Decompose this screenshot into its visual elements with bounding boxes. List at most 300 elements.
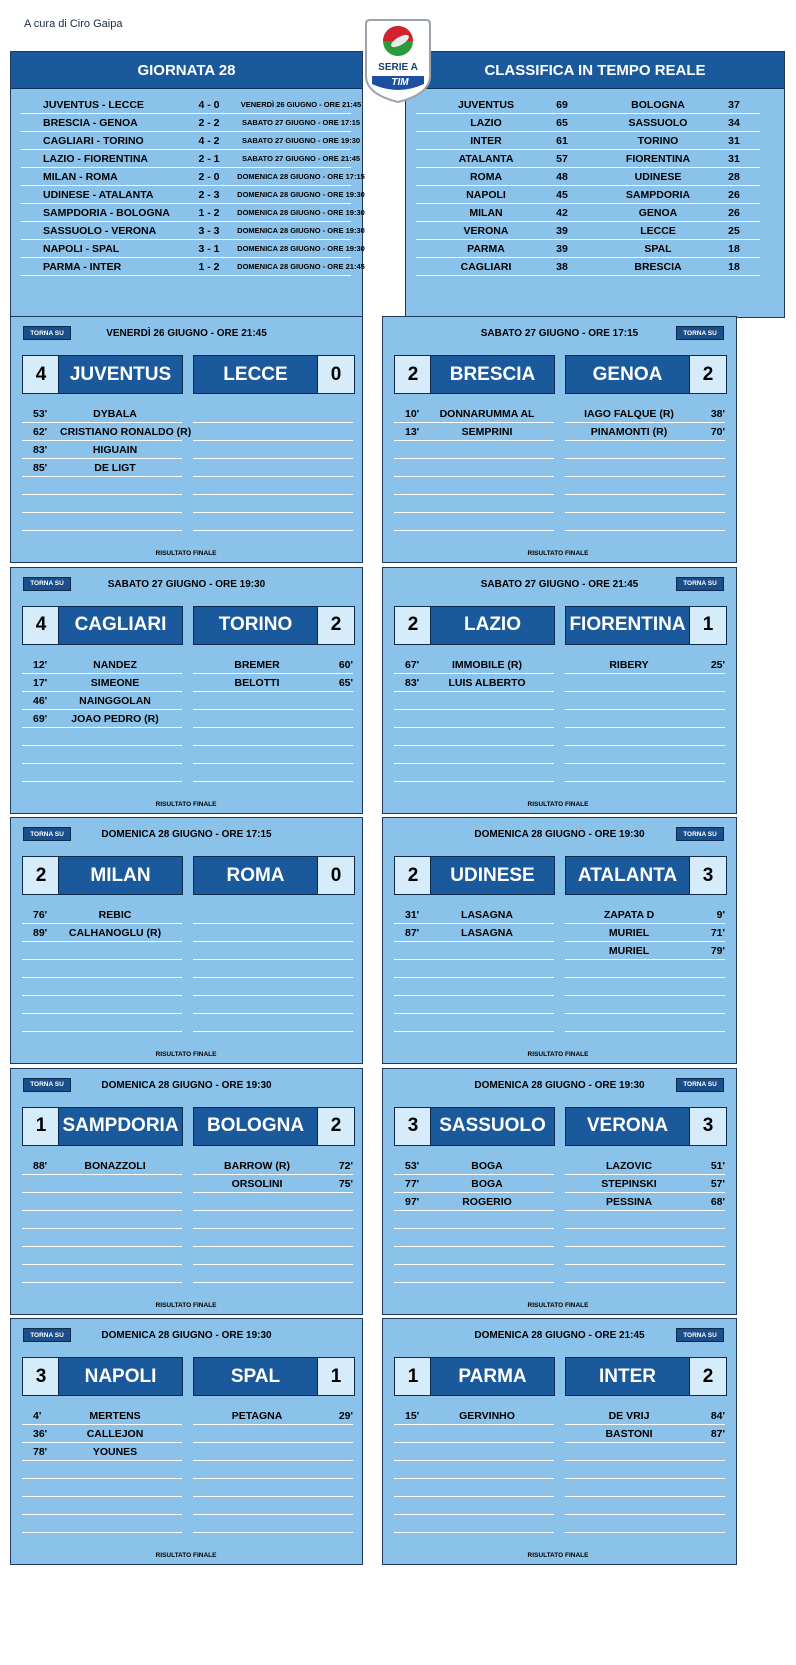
final-result-label: RISULTATO FINALE — [155, 800, 217, 808]
standings-points: 69 — [556, 99, 568, 111]
goal-minute: 25' — [710, 658, 725, 671]
goal-line — [22, 1228, 182, 1247]
goal-line — [565, 1174, 725, 1193]
goal-scorer: LASAGNA — [461, 927, 513, 939]
fixture-row[interactable] — [21, 95, 362, 114]
goal-line — [193, 1210, 353, 1229]
goal-minute: 72' — [338, 1159, 353, 1172]
away-team[interactable]: ATALANTA — [565, 856, 690, 895]
goal-line — [565, 440, 725, 459]
fixture-row[interactable] — [21, 239, 365, 258]
match-date: DOMENICA 28 GIUGNO - ORE 17:15 — [101, 829, 272, 840]
fixture-date: DOMENICA 28 GIUGNO - ORE 19:30 — [237, 190, 365, 199]
goal-minute: 17' — [33, 676, 48, 689]
goal-scorer: DONNARUMMA AL — [439, 408, 535, 420]
goal-line — [565, 977, 725, 996]
goal-scorer: CALHANOGLU (R) — [68, 927, 162, 939]
goal-line — [394, 691, 554, 710]
goal-scorer: NAINGGOLAN — [79, 694, 151, 707]
goal-line — [22, 673, 182, 692]
fixture-teams: JUVENTUS - LECCE — [43, 99, 144, 111]
goal-line — [394, 1460, 554, 1479]
home-team[interactable]: MILAN — [58, 856, 183, 895]
fixture-score: 2 - 0 — [198, 171, 220, 183]
away-team[interactable]: GENOA — [565, 355, 690, 394]
final-result-label: RISULTATO FINALE — [527, 550, 589, 557]
standings-team: SPAL — [644, 243, 672, 255]
home-score: 4 — [22, 606, 60, 645]
standings-team: BRESCIA — [634, 261, 682, 273]
match-date: SABATO 27 GIUGNO - ORE 17:15 — [480, 328, 639, 339]
home-score: 2 — [394, 606, 432, 645]
fixture-date: DOMENICA 28 GIUGNO - ORE 19:30 — [237, 226, 365, 235]
away-team[interactable]: INTER — [565, 1357, 690, 1396]
fixture-date: DOMENICA 28 GIUGNO - ORE 19:30 — [237, 244, 365, 253]
goal-line — [22, 476, 182, 495]
goal-line — [22, 923, 182, 942]
goal-line — [193, 512, 353, 531]
goal-scorer: LAZOVIC — [605, 1159, 653, 1172]
goal-line — [565, 923, 725, 942]
fixture-row[interactable] — [21, 221, 365, 240]
standings-row — [416, 257, 588, 276]
fixture-row[interactable] — [21, 149, 361, 168]
goal-line — [565, 476, 725, 495]
torna-su-button[interactable]: TORNA SU — [676, 326, 724, 340]
goal-line — [22, 1192, 182, 1211]
goal-scorer: BREMER — [234, 658, 280, 671]
fixture-row[interactable] — [21, 203, 365, 222]
fixture-teams: SASSUOLO - VERONA — [43, 225, 157, 237]
standings-team: MILAN — [469, 207, 503, 219]
torna-su-button[interactable]: TORNA SU — [676, 1078, 724, 1092]
goal-scorer: SIMEONE — [90, 676, 140, 689]
home-team[interactable]: BRESCIA — [430, 355, 555, 394]
goal-line — [22, 1442, 182, 1461]
fixture-teams: UDINESE - ATALANTA — [43, 189, 154, 201]
match-card — [382, 567, 737, 814]
torna-su-button[interactable]: TORNA SU — [676, 827, 724, 841]
standings-points: 26 — [728, 207, 740, 219]
torna-su-button[interactable]: TORNA SU — [23, 1078, 71, 1092]
goal-line — [22, 1460, 182, 1479]
goal-line — [394, 494, 554, 513]
goal-minute: 69' — [33, 712, 48, 725]
home-team[interactable]: PARMA — [430, 1357, 555, 1396]
standings-team: LAZIO — [470, 117, 502, 129]
torna-su-button[interactable]: TORNA SU — [676, 577, 724, 591]
goal-minute: 29' — [338, 1410, 353, 1422]
fixture-date: SABATO 27 GIUGNO - ORE 17:15 — [241, 118, 361, 127]
goal-minute: 83' — [405, 676, 420, 689]
goal-scorer: ROGERIO — [462, 1195, 512, 1208]
goal-line — [22, 995, 182, 1014]
goal-line — [193, 1496, 353, 1515]
goal-line — [193, 1424, 353, 1443]
standings-row — [416, 131, 588, 150]
goal-line — [565, 1460, 725, 1479]
goal-line — [22, 763, 182, 782]
goal-scorer: DE VRIJ — [608, 1410, 650, 1422]
standings-row — [416, 149, 588, 168]
standings-row — [416, 95, 588, 114]
final-result-label: RISULTATO FINALE — [155, 1552, 217, 1559]
goal-line — [193, 691, 353, 710]
goal-line — [193, 1514, 353, 1533]
match-card — [10, 1068, 363, 1315]
goal-line — [565, 404, 725, 423]
away-team[interactable]: ROMA — [193, 856, 318, 895]
goal-line — [193, 763, 353, 782]
goal-line — [22, 941, 182, 960]
match-date: DOMENICA 28 GIUGNO - ORE 19:30 — [101, 1079, 272, 1091]
fixture-date: DOMENICA 28 GIUGNO - ORE 19:30 — [237, 208, 365, 217]
goal-line — [394, 941, 554, 960]
goal-line — [22, 655, 182, 674]
goal-scorer: IAGO FALQUE (R) — [584, 408, 674, 420]
home-team[interactable]: UDINESE — [430, 856, 555, 895]
goal-scorer: STEPINSKI — [601, 1177, 657, 1190]
home-team[interactable]: LAZIO — [430, 606, 555, 645]
goal-minute: 67' — [405, 658, 420, 671]
goal-line — [193, 673, 353, 692]
goal-line — [193, 959, 353, 978]
fixture-row[interactable] — [21, 113, 361, 132]
goal-line — [193, 1192, 353, 1211]
goal-line — [193, 1460, 353, 1479]
standings-row — [588, 221, 760, 240]
goal-scorer: PESSINA — [605, 1195, 653, 1208]
goal-line — [22, 1514, 182, 1533]
goal-line — [565, 1496, 725, 1515]
standings-row — [416, 185, 588, 204]
away-score: 1 — [317, 1357, 355, 1396]
standings-points: 18 — [728, 243, 740, 255]
away-team[interactable]: TORINO — [193, 606, 318, 645]
standings-points: 31 — [728, 153, 740, 165]
goal-line — [394, 1514, 554, 1533]
goal-line — [565, 1192, 725, 1211]
standings-team: NAPOLI — [466, 189, 506, 201]
away-team[interactable]: FIORENTINA — [565, 606, 690, 645]
match-card — [10, 567, 363, 814]
match-card — [382, 1318, 737, 1565]
final-result-label: RISULTATO FINALE — [155, 550, 217, 557]
goal-line — [193, 941, 353, 960]
goal-line — [394, 476, 554, 495]
standings-points: 25 — [728, 225, 740, 237]
home-team[interactable]: SAMPDORIA — [58, 1107, 183, 1146]
standings-points: 61 — [556, 135, 568, 147]
goal-line — [394, 1478, 554, 1497]
goal-line — [394, 745, 554, 764]
home-team[interactable]: NAPOLI — [58, 1357, 183, 1396]
goal-scorer: GERVINHO — [459, 1410, 515, 1422]
goal-line — [394, 1228, 554, 1247]
goal-line — [22, 1013, 182, 1032]
goal-line — [22, 1246, 182, 1265]
standings-team: VERONA — [463, 225, 509, 237]
home-score: 1 — [22, 1107, 60, 1146]
goal-line — [22, 404, 182, 423]
standings-row — [588, 95, 760, 114]
goal-line — [565, 422, 725, 441]
goal-line — [565, 512, 725, 531]
goal-minute: 77' — [405, 1177, 420, 1190]
standings-row — [416, 203, 588, 222]
match-date: SABATO 27 GIUGNO - ORE 21:45 — [480, 578, 639, 590]
goal-minute: 53' — [33, 408, 48, 420]
match-card — [10, 1318, 363, 1565]
goal-scorer: LASAGNA — [461, 909, 513, 921]
goal-line — [22, 905, 182, 924]
goal-line — [394, 1192, 554, 1211]
fixture-row[interactable] — [21, 131, 361, 150]
standings-team: FIORENTINA — [625, 153, 691, 165]
standings-points: 18 — [728, 261, 740, 273]
goal-minute: 36' — [33, 1428, 48, 1440]
final-result-label: RISULTATO FINALE — [527, 1301, 589, 1309]
torna-su-button[interactable]: TORNA SU — [23, 827, 71, 841]
away-score: 2 — [689, 355, 727, 394]
goal-scorer: ZAPATA D — [603, 909, 655, 921]
goal-minute: 60' — [338, 658, 353, 671]
home-team[interactable]: JUVENTUS — [58, 355, 183, 394]
goal-line — [565, 1424, 725, 1443]
goal-line — [193, 727, 353, 746]
goal-scorer: BARROW (R) — [224, 1159, 290, 1172]
torna-su-button[interactable]: TORNA SU — [23, 577, 71, 591]
match-card — [10, 316, 363, 563]
goal-line — [22, 494, 182, 513]
standings-row — [588, 239, 760, 258]
goal-line — [565, 1514, 725, 1533]
goal-line — [193, 977, 353, 996]
fixture-date: VENERDÌ 26 GIUGNO - ORE 21:45 — [240, 100, 362, 109]
goal-minute: 85' — [33, 462, 48, 474]
serie-a-logo — [362, 16, 434, 104]
goal-line — [394, 1174, 554, 1193]
fixture-teams: BRESCIA - GENOA — [43, 117, 138, 129]
goal-line — [193, 476, 353, 495]
goal-minute: 13' — [405, 426, 420, 438]
home-score: 3 — [22, 1357, 60, 1396]
home-score: 3 — [394, 1107, 432, 1146]
goal-line — [193, 404, 353, 423]
goal-line — [22, 440, 182, 459]
final-result-label: RISULTATO FINALE — [155, 1051, 217, 1058]
final-result-label: RISULTATO FINALE — [527, 800, 589, 808]
fixture-date: SABATO 27 GIUGNO - ORE 21:45 — [241, 154, 361, 163]
goal-line — [394, 1246, 554, 1265]
goal-minute: 10' — [405, 408, 420, 420]
away-team[interactable]: VERONA — [565, 1107, 690, 1146]
standings-row — [588, 185, 760, 204]
goal-minute: 75' — [338, 1177, 353, 1190]
goal-line — [394, 1424, 554, 1443]
standings-row — [588, 167, 760, 186]
standings-row — [416, 221, 588, 240]
standings-team: SAMPDORIA — [625, 189, 691, 201]
standings-team: JUVENTUS — [457, 99, 514, 111]
goal-line — [565, 1406, 725, 1425]
match-date: SABATO 27 GIUGNO - ORE 19:30 — [107, 578, 266, 590]
goal-scorer: BELOTTI — [234, 676, 280, 689]
goal-minute: 65' — [338, 676, 353, 689]
standings-team: ATALANTA — [458, 153, 514, 165]
away-score: 3 — [689, 856, 727, 895]
goal-minute: 70' — [710, 426, 725, 438]
goal-line — [22, 1424, 182, 1443]
standings-points: 39 — [556, 225, 568, 237]
fixtures-panel — [10, 51, 363, 318]
match-card — [382, 316, 737, 563]
standings-team: GENOA — [638, 207, 678, 219]
standings-points: 38 — [556, 261, 568, 273]
standings-team: TORINO — [637, 135, 679, 147]
away-score: 2 — [317, 1107, 355, 1146]
away-score: 3 — [689, 1107, 727, 1146]
goal-line — [193, 995, 353, 1014]
goal-line — [394, 422, 554, 441]
goal-scorer: ORSOLINI — [231, 1177, 283, 1190]
goal-line — [193, 905, 353, 924]
final-result-label: RISULTATO FINALE — [155, 1301, 217, 1309]
goal-minute: 15' — [405, 1410, 420, 1422]
fixture-score: 4 - 0 — [198, 99, 220, 111]
fixture-score: 2 - 2 — [198, 117, 220, 129]
fixture-teams: MILAN - ROMA — [43, 171, 118, 183]
match-card — [382, 1068, 737, 1315]
fixtures-title: GIORNATA 28 — [11, 52, 362, 89]
standings-points: 57 — [556, 153, 568, 165]
goal-line — [193, 422, 353, 441]
fixture-teams: PARMA - INTER — [43, 261, 122, 273]
goal-scorer: MERTENS — [89, 1410, 141, 1422]
torna-su-button[interactable]: TORNA SU — [23, 1328, 71, 1342]
goal-line — [565, 691, 725, 710]
final-result-label: RISULTATO FINALE — [527, 1552, 589, 1559]
goal-line — [565, 709, 725, 728]
goal-scorer: BOGA — [471, 1159, 503, 1172]
final-result-label: RISULTATO FINALE — [527, 1051, 589, 1058]
goal-line — [565, 458, 725, 477]
goal-line — [565, 995, 725, 1014]
fixture-teams: CAGLIARI - TORINO — [43, 135, 144, 147]
goal-line — [394, 905, 554, 924]
goal-line — [22, 1264, 182, 1283]
goal-line — [394, 440, 554, 459]
fixture-score: 1 - 2 — [198, 261, 220, 273]
goal-line — [394, 1496, 554, 1515]
standings-team: SASSUOLO — [628, 117, 688, 129]
fixture-row[interactable] — [21, 185, 365, 204]
goal-line — [394, 1264, 554, 1283]
goal-minute: 46' — [33, 694, 48, 707]
goal-line — [22, 727, 182, 746]
standings-points: 34 — [728, 117, 740, 129]
standings-points: 48 — [556, 171, 568, 183]
goal-line — [22, 709, 182, 728]
goal-line — [394, 763, 554, 782]
goal-minute: 87' — [710, 1428, 725, 1440]
goal-line — [193, 923, 353, 942]
goal-line — [193, 1442, 353, 1461]
goal-line — [22, 458, 182, 477]
goal-line — [394, 1406, 554, 1425]
goal-line — [22, 422, 192, 441]
standings-row — [416, 113, 588, 132]
goal-line — [565, 1246, 725, 1265]
goal-minute: 4' — [33, 1410, 42, 1422]
goal-scorer: NANDEZ — [93, 658, 137, 671]
goal-line — [22, 1210, 182, 1229]
goal-minute: 97' — [405, 1195, 420, 1208]
home-team[interactable]: CAGLIARI — [58, 606, 183, 645]
fixture-score: 3 - 1 — [198, 243, 220, 255]
match-card — [10, 817, 363, 1064]
fixture-row[interactable] — [21, 167, 365, 186]
standings-row — [416, 167, 588, 186]
home-team[interactable]: SASSUOLO — [430, 1107, 555, 1146]
goal-scorer: RIBERY — [609, 658, 649, 671]
goal-line — [22, 1174, 182, 1193]
goal-scorer: CRISTIANO RONALDO (R) — [60, 426, 192, 438]
goal-line — [394, 923, 554, 942]
standings-points: 42 — [556, 207, 568, 219]
away-team[interactable]: LECCE — [193, 355, 318, 394]
fixture-score: 4 - 2 — [198, 135, 220, 147]
away-team[interactable]: SPAL — [193, 1357, 318, 1396]
goal-line — [22, 512, 182, 531]
goal-minute: 53' — [405, 1159, 420, 1172]
goal-line — [565, 941, 725, 960]
goal-scorer: LUIS ALBERTO — [448, 676, 526, 689]
fixture-teams: SAMPDORIA - BOLOGNA — [43, 207, 170, 219]
home-score: 4 — [22, 355, 60, 394]
match-card — [382, 817, 737, 1064]
away-score: 2 — [689, 1357, 727, 1396]
away-team[interactable]: BOLOGNA — [193, 1107, 318, 1146]
goal-line — [394, 655, 554, 674]
standings-points: 39 — [556, 243, 568, 255]
fixture-row[interactable] — [21, 257, 365, 276]
standings-points: 28 — [728, 171, 740, 183]
goal-line — [22, 959, 182, 978]
torna-su-button[interactable]: TORNA SU — [23, 326, 71, 340]
home-score: 2 — [394, 355, 432, 394]
fixture-teams: NAPOLI - SPAL — [43, 243, 120, 255]
standings-team: PARMA — [467, 243, 505, 255]
torna-su-button[interactable]: TORNA SU — [676, 1328, 724, 1342]
standings-team: CAGLIARI — [460, 261, 512, 273]
goal-line — [565, 959, 725, 978]
goal-line — [193, 440, 353, 459]
away-score: 0 — [317, 856, 355, 895]
match-date: DOMENICA 28 GIUGNO - ORE 19:30 — [474, 1079, 645, 1091]
goal-minute: 87' — [405, 927, 420, 939]
standings-points: 37 — [728, 99, 740, 111]
standings-points: 65 — [556, 117, 568, 129]
match-date: DOMENICA 28 GIUGNO - ORE 19:30 — [101, 1330, 272, 1341]
standings-team: BOLOGNA — [631, 99, 685, 111]
credit-text: A cura di Ciro Gaipa — [24, 18, 123, 30]
goal-minute: 57' — [710, 1177, 725, 1190]
goal-minute: 9' — [716, 909, 725, 921]
goal-line — [565, 1442, 725, 1461]
goal-minute: 38' — [710, 408, 725, 420]
goal-line — [22, 691, 182, 710]
